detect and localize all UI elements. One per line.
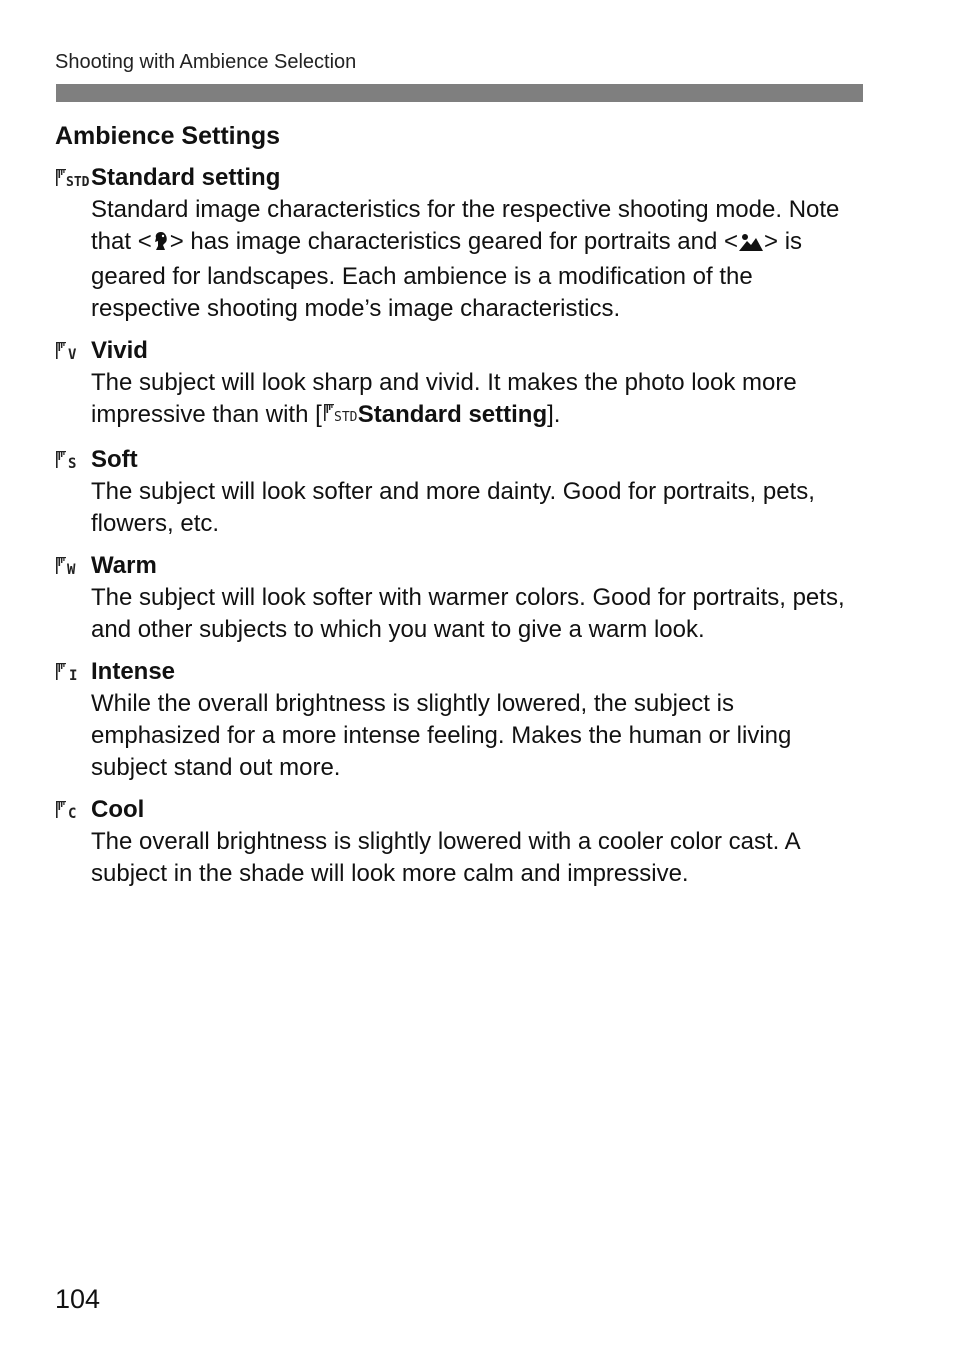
ambience-entry-cool xyxy=(55,794,865,890)
svg-text:STD: STD xyxy=(333,410,358,425)
ambience-vivid-icon xyxy=(55,338,91,364)
svg-text:STD: STD xyxy=(66,175,89,190)
entry-title-row xyxy=(55,162,865,194)
svg-text:S: S xyxy=(68,456,77,472)
body-text: > has image characteristics geared for portraits and < xyxy=(169,228,739,255)
entry-body: The subject will look softer with warmer colors. Good for portraits, pets, and other subjects to which you want to give a warm look. xyxy=(91,584,845,643)
section-title: Ambience Settings xyxy=(55,122,281,150)
landscape-mode-icon xyxy=(738,229,764,261)
entry-body xyxy=(91,194,865,325)
entry-title: Warm xyxy=(91,552,157,579)
entry-body: The overall brightness is slightly lowered with a cooler color cast. A subject in the shade will look more calm and impressive. xyxy=(91,828,800,887)
entry-title: Soft xyxy=(91,446,138,473)
svg-text:V: V xyxy=(68,347,77,363)
portrait-mode-icon xyxy=(152,229,170,261)
entry-body: While the overall brightness is slightly lowered, the subject is emphasized for a more intense feeling. Makes the human or living subject stand out more. xyxy=(91,690,792,781)
entry-title: Vivid xyxy=(91,337,148,364)
body-text: Standard image characteristics for the respective shooting mode. Note that < xyxy=(91,196,840,255)
ambience-std-icon xyxy=(55,165,91,191)
ambience-entry-vivid xyxy=(55,335,865,434)
entry-body xyxy=(91,367,865,434)
entry-title: Cool xyxy=(91,796,145,823)
svg-text:W: W xyxy=(67,562,76,578)
page-number: 104 xyxy=(55,1284,101,1314)
ambience-entry-warm xyxy=(55,550,865,646)
entry-title-row xyxy=(55,794,865,826)
ambience-warm-icon xyxy=(55,553,91,579)
entry-title-row xyxy=(55,550,865,582)
ambience-cool-icon xyxy=(55,797,91,823)
entry-title-row xyxy=(55,656,865,688)
body-text: ]. xyxy=(547,401,561,428)
entry-title-row xyxy=(55,335,865,367)
header-rule xyxy=(56,84,863,102)
entry-title: Standard setting xyxy=(91,164,281,191)
ambience-entry-soft xyxy=(55,444,865,540)
ambience-soft-icon xyxy=(55,447,91,473)
ambience-intense-icon xyxy=(55,659,91,685)
body-text: > is geared for landscapes. Each ambience is a modification of the respective shooting mode’s image characteristics. xyxy=(91,228,803,322)
body-text: The subject will look sharp and vivid. It makes the photo look more impressive than with [ xyxy=(91,369,797,428)
svg-text:C: C xyxy=(68,806,77,822)
ambience-entry-standard xyxy=(55,162,865,325)
ambience-list xyxy=(55,162,865,900)
entry-title-row xyxy=(55,444,865,476)
body-text-bold: Standard setting xyxy=(357,401,548,428)
ambience-entry-intense xyxy=(55,656,865,784)
entry-title: Intense xyxy=(91,658,176,685)
ambience-std-icon xyxy=(322,401,358,434)
running-head: Shooting with Ambience Selection xyxy=(55,51,357,73)
svg-text:I: I xyxy=(69,668,78,684)
entry-body: The subject will look softer and more dainty. Good for portraits, pets, flowers, etc. xyxy=(91,478,815,537)
